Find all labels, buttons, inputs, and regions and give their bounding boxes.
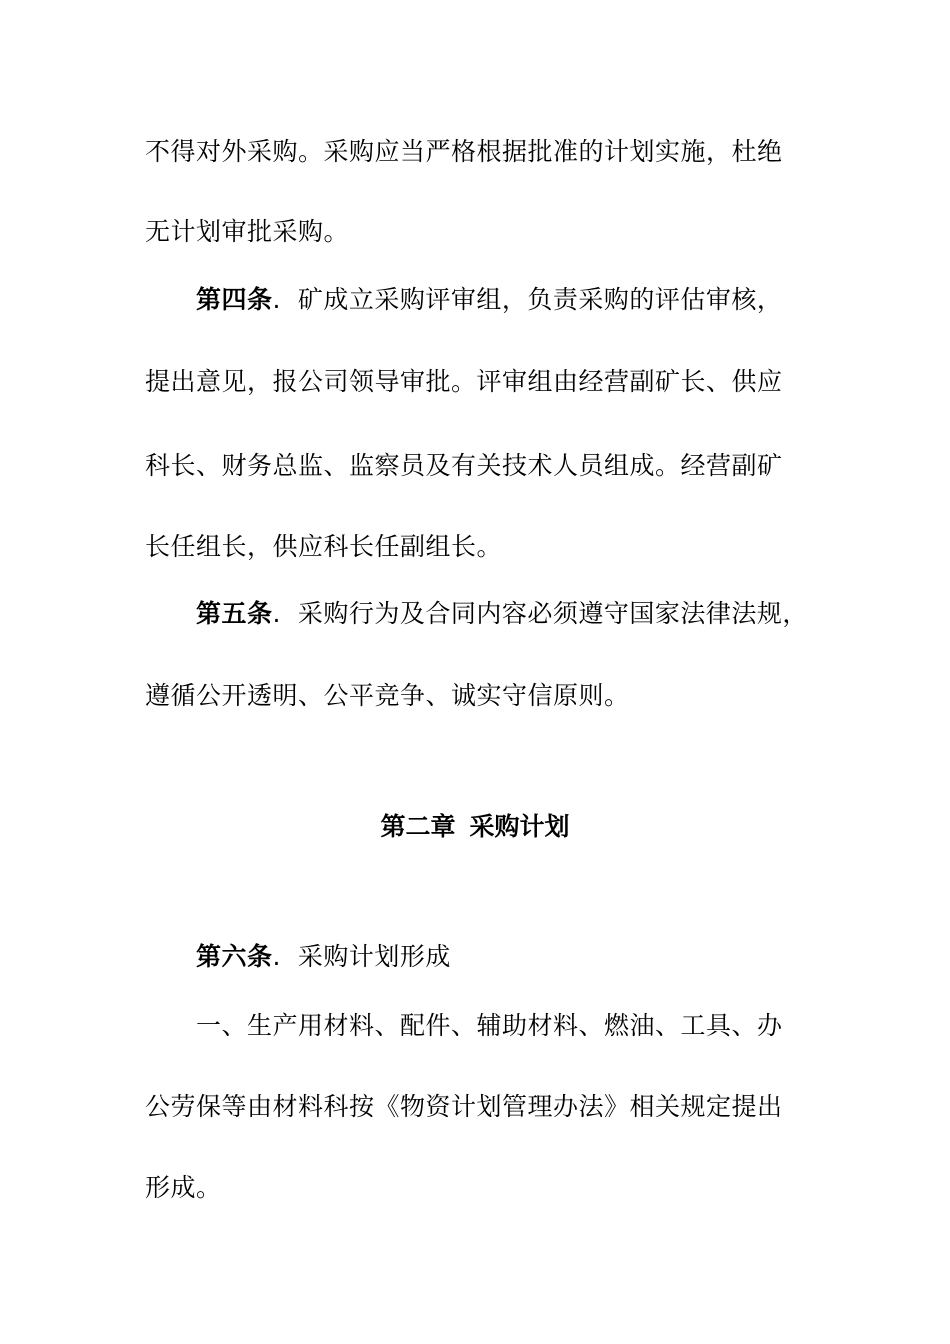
item-1-first-line: 一、生产用材料、配件、辅助材料、燃油、工具、办 xyxy=(196,1011,783,1040)
article-6-first-line xyxy=(196,941,451,973)
paragraph-line: 无计划审批采购。 xyxy=(145,217,350,246)
article-6-text: 采购计划形成 xyxy=(297,942,451,971)
article-5-punct: . xyxy=(272,599,281,628)
article-4-line: 长任组长，供应科长任副组长。 xyxy=(145,532,503,561)
article-4-line: 提出意见，报公司领导审批。评审组由经营副矿长、供应 xyxy=(145,367,783,396)
article-4-first-line xyxy=(196,284,782,316)
chapter-title: 采购计划 xyxy=(469,812,570,841)
article-5-label: 第五条 xyxy=(196,599,273,628)
item-1-line: 公劳保等由材料科按《物资计划管理办法》相关规定提出 xyxy=(145,1092,783,1121)
article-4-label: 第四条 xyxy=(196,285,273,314)
article-4-text: 矿成立采购评审组，负责采购的评估审核， xyxy=(297,285,783,314)
article-5-first-line xyxy=(196,598,808,630)
chapter-heading xyxy=(0,811,950,843)
article-4-line: 科长、财务总监、监察员及有关技术人员组成。经营副矿 xyxy=(145,451,783,480)
article-5-text: 采购行为及合同内容必须遵守国家法律法规， xyxy=(297,599,808,628)
article-6-label: 第六条 xyxy=(196,942,273,971)
paragraph-line: 不得对外采购。采购应当严格根据批准的计划实施，杜绝 xyxy=(145,137,783,166)
article-5-line: 遵循公开透明、公平竞争、诚实守信原则。 xyxy=(145,681,630,710)
article-4-punct: . xyxy=(272,285,281,314)
item-1-line: 形成。 xyxy=(145,1173,222,1202)
article-6-punct: . xyxy=(272,942,281,971)
chapter-number: 第二章 xyxy=(380,812,456,841)
